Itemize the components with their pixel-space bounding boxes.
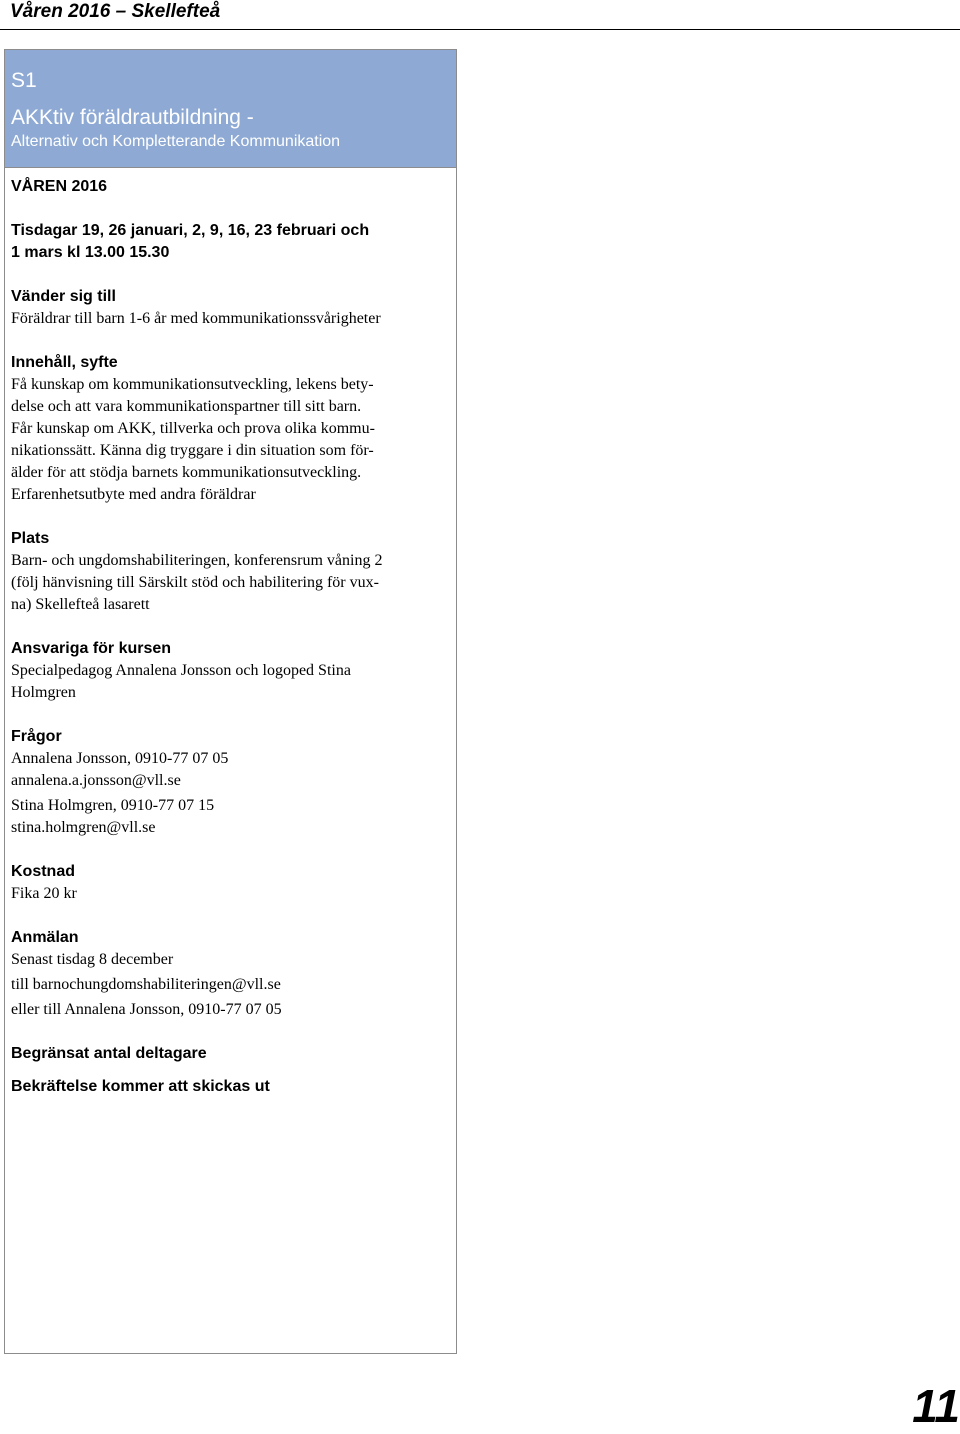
registration-heading: Anmälan xyxy=(11,929,79,946)
course-subtitle: Alternativ och Kompletterande Kommunikation xyxy=(11,133,341,150)
schedule-block xyxy=(11,220,451,264)
limited-participants: Begränsat antal deltagare xyxy=(11,1045,207,1062)
course-header-band xyxy=(5,50,456,168)
registration-phone: eller till Annalena Jonsson, 0910-77 07 05 xyxy=(11,1001,282,1018)
schedule-line: 1 mars kl 13.00 15.30 xyxy=(11,244,170,261)
content-line: delse och att vara kommunikationspartner till sitt barn. xyxy=(11,398,362,415)
content-line: nikationssätt. Känna dig tryggare i din situation som för- xyxy=(11,442,374,459)
place-section xyxy=(11,528,451,616)
registration-section xyxy=(11,927,451,1021)
place-line: (följ hänvisning till Särskilt stöd och habilitering för vux- xyxy=(11,574,379,591)
term-label: VÅREN 2016 xyxy=(11,178,108,195)
cost-heading: Kostnad xyxy=(11,863,75,880)
cost-text: Fika 20 kr xyxy=(11,885,77,902)
confirmation-note: Bekräftelse kommer att skickas ut xyxy=(11,1078,270,1095)
course-title: AKKtiv föräldrautbildning - xyxy=(11,106,254,129)
contact-email[interactable]: annalena.a.jonsson@vll.se xyxy=(11,772,181,789)
content-heading: Innehåll, syfte xyxy=(11,354,118,371)
content-line: Får kunskap om AKK, tillverka och prova olika kommu- xyxy=(11,420,375,437)
responsible-line: Holmgren xyxy=(11,684,76,701)
running-header: Våren 2016 – Skellefteå xyxy=(10,1,221,22)
audience-heading: Vänder sig till xyxy=(11,288,116,305)
content-line: Erfarenhetsutbyte med andra föräldrar xyxy=(11,486,256,503)
content-line: Få kunskap om kommunikationsutveckling, lekens bety- xyxy=(11,376,374,393)
registration-email[interactable]: till barnochungdomshabiliteringen@vll.se xyxy=(11,976,281,993)
responsible-section xyxy=(11,638,451,704)
responsible-heading: Ansvariga för kursen xyxy=(11,640,172,657)
responsible-line: Specialpedagog Annalena Jonsson och logoped Stina xyxy=(11,662,351,679)
content-section xyxy=(11,352,451,506)
course-details xyxy=(11,176,451,1098)
place-line: na) Skellefteå lasarett xyxy=(11,596,150,613)
contact-name-phone: Stina Holmgren, 0910-77 07 15 xyxy=(11,797,215,814)
audience-section xyxy=(11,286,451,330)
place-heading: Plats xyxy=(11,530,50,547)
contact-name-phone: Annalena Jonsson, 0910-77 07 05 xyxy=(11,750,229,767)
registration-deadline: Senast tisdag 8 december xyxy=(11,951,174,968)
audience-text: Föräldrar till barn 1-6 år med kommunikationssvårigheter xyxy=(11,310,381,327)
contact-email[interactable]: stina.holmgren@vll.se xyxy=(11,819,156,836)
schedule-line: Tisdagar 19, 26 januari, 2, 9, 16, 23 februari och xyxy=(11,222,370,239)
page-number: 11 xyxy=(912,1380,960,1432)
content-line: älder för att stödja barnets kommunikationsutveckling. xyxy=(11,464,362,481)
cost-section xyxy=(11,861,451,905)
place-line: Barn- och ungdomshabiliteringen, konferensrum våning 2 xyxy=(11,552,383,569)
questions-section xyxy=(11,726,451,839)
questions-heading: Frågor xyxy=(11,728,62,745)
header-divider xyxy=(0,29,960,30)
course-code: S1 xyxy=(11,69,37,92)
